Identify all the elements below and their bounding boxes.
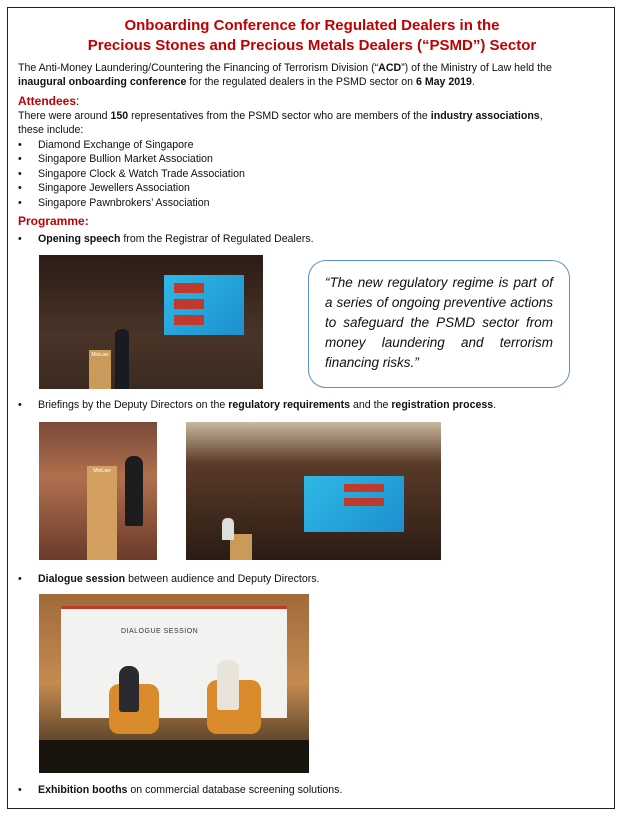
stage-floor (39, 740, 309, 773)
speaker-figure (222, 518, 234, 540)
speaker-figure (115, 329, 129, 389)
projection-screen (304, 476, 404, 532)
panelist-figure (119, 666, 139, 712)
list-item: • Singapore Jewellers Association (18, 182, 190, 194)
speaker-figure (125, 456, 143, 526)
photo-briefing-podium (39, 422, 157, 560)
photo-opening-speech (39, 255, 263, 389)
programme-heading: Programme: (18, 214, 89, 228)
photo-briefing-screen (186, 422, 441, 560)
attendees-heading: Attendees: (18, 94, 80, 108)
projection-screen (164, 275, 244, 335)
projection-screen: DIALOGUE SESSION (61, 606, 287, 718)
attendees-line-1: There were around 150 representatives from the PSMD sector who are members of the industry associations, (18, 110, 543, 122)
list-item: • Singapore Bullion Market Association (18, 153, 213, 165)
programme-item-opening: • Opening speech from the Registrar of Regulated Dealers. (18, 233, 314, 245)
list-item: • Diamond Exchange of Singapore (18, 139, 194, 151)
page-title-line-1: Onboarding Conference for Regulated Dealers in the (124, 17, 500, 34)
list-item: • Singapore Pawnbrokers’ Association (18, 197, 210, 209)
programme-item-dialogue: • Dialogue session between audience and Deputy Directors. (18, 573, 320, 585)
intro-line-2: inaugural onboarding conference for the regulated dealers in the PSMD sector on 6 May 2019. (18, 76, 475, 88)
list-item: • Singapore Clock & Watch Trade Association (18, 168, 245, 180)
programme-item-exhibition: • Exhibition booths on commercial database screening solutions. (18, 784, 343, 796)
podium: MinLaw (89, 350, 111, 389)
page-title-line-2: Precious Stones and Precious Metals Dealers (“PSMD”) Sector (87, 37, 537, 54)
podium: MinLaw (87, 466, 117, 560)
quote-callout: “The new regulatory regime is part of a series of ongoing preventive actions to safeguard the PSMD sector from money laundering and terrorism financing risks.” (308, 260, 570, 388)
panelist-figure (217, 660, 239, 710)
programme-item-briefings: • Briefings by the Deputy Directors on the regulatory requirements and the registration process. (18, 399, 497, 411)
intro-line-1: The Anti-Money Laundering/Countering the Financing of Terrorism Division (“ACD”) of the Ministry of Law held the (18, 62, 552, 74)
attendees-line-2: these include: (18, 124, 84, 136)
photo-dialogue-session (39, 594, 309, 773)
